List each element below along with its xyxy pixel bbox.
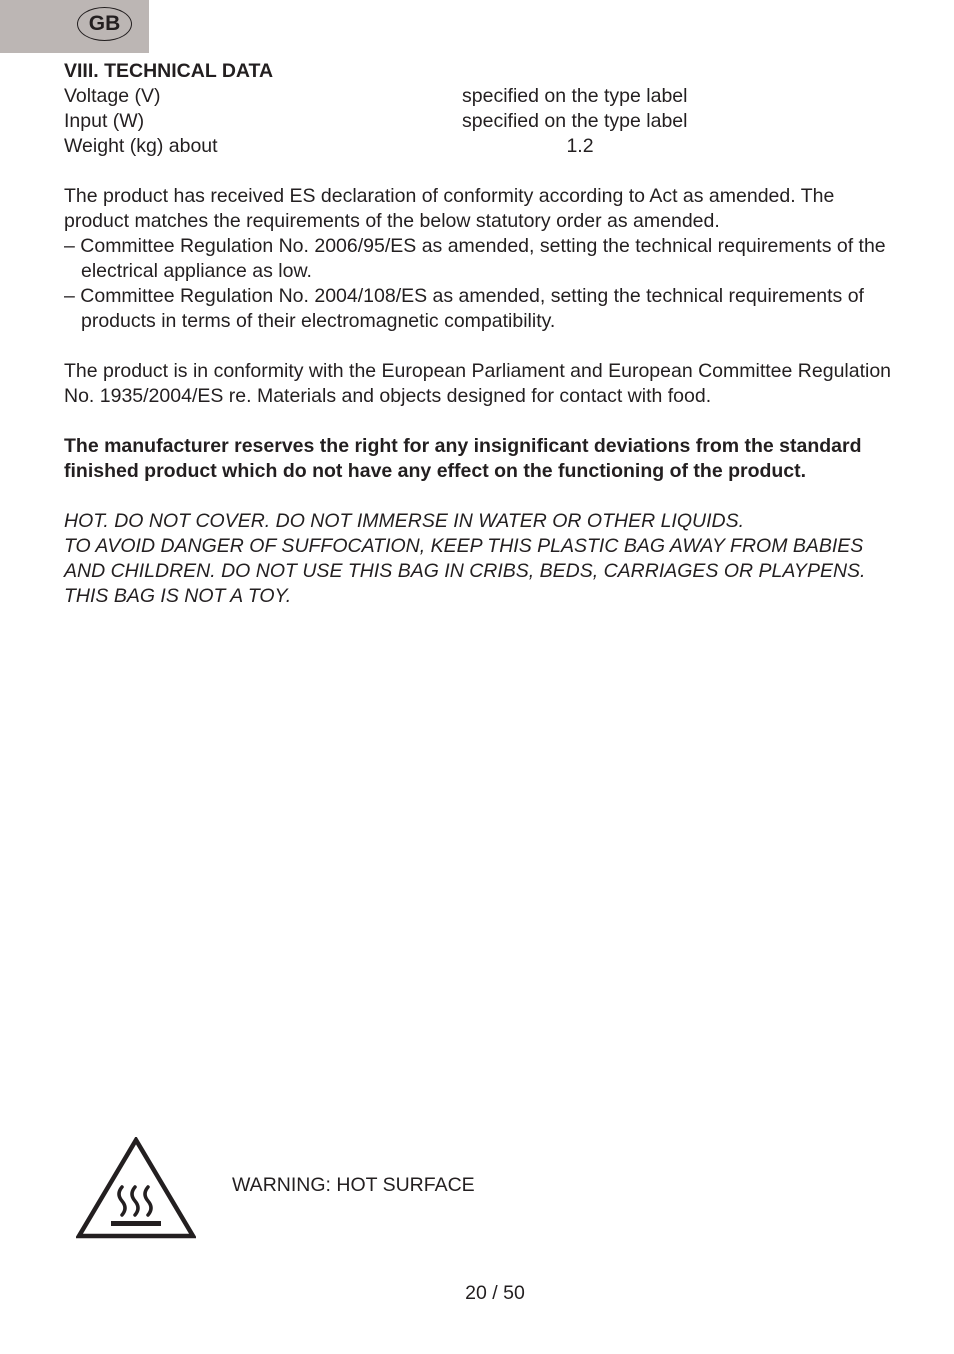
spec-label: Voltage (V) — [64, 85, 161, 107]
language-badge: GB — [77, 7, 132, 41]
spec-value: specified on the type label — [462, 85, 688, 107]
conformity-intro: The product has received ES declaration of conformity according to Act as amended. The product matches the requirements of the below statutory order as amended. — [64, 185, 835, 232]
warning-line: HOT. DO NOT COVER. DO NOT IMMERSE IN WATER OR OTHER LIQUIDS. — [64, 510, 745, 532]
spec-row-voltage — [64, 84, 894, 109]
spec-value: 1.2 — [566, 135, 594, 157]
page-content — [64, 59, 894, 609]
section-heading: VIII. TECHNICAL DATA — [64, 60, 274, 82]
regulation-item: – Committee Regulation No. 2004/108/ES as amended, setting the technical requirements of products in terms of their electromagnetic compatibility. — [64, 285, 864, 332]
spec-row-weight — [64, 134, 894, 159]
spec-value: specified on the type label — [462, 110, 688, 132]
hot-surface-warning-label: WARNING: HOT SURFACE — [232, 1174, 475, 1196]
spec-label: Input (W) — [64, 110, 145, 132]
warning-line: TO AVOID DANGER OF SUFFOCATION, KEEP THIS PLASTIC BAG AWAY FROM BABIES AND CHILDREN. DO NOT USE THIS BAG IN CRIBS, BEDS, CARRIAGES OR PLAYPENS. THIS BAG IS NOT A TOY. — [64, 535, 866, 607]
spec-label: Weight (kg) about — [64, 135, 218, 157]
hot-surface-warning-icon — [76, 1137, 196, 1239]
manufacturer-note: The manufacturer reserves the right for any insignificant deviations from the standard finished product which do not have any effect on the functioning of the product. — [64, 435, 862, 482]
spec-row-input — [64, 109, 894, 134]
page-number: 20 / 50 — [465, 1282, 525, 1304]
food-contact-statement: The product is in conformity with the European Parliament and European Committee Regulation No. 1935/2004/ES re. Materials and objects designed for contact with food. — [64, 360, 892, 407]
regulation-item: – Committee Regulation No. 2006/95/ES as amended, setting the technical requirements of the electrical appliance as low. — [64, 235, 886, 282]
language-tab — [0, 0, 149, 53]
